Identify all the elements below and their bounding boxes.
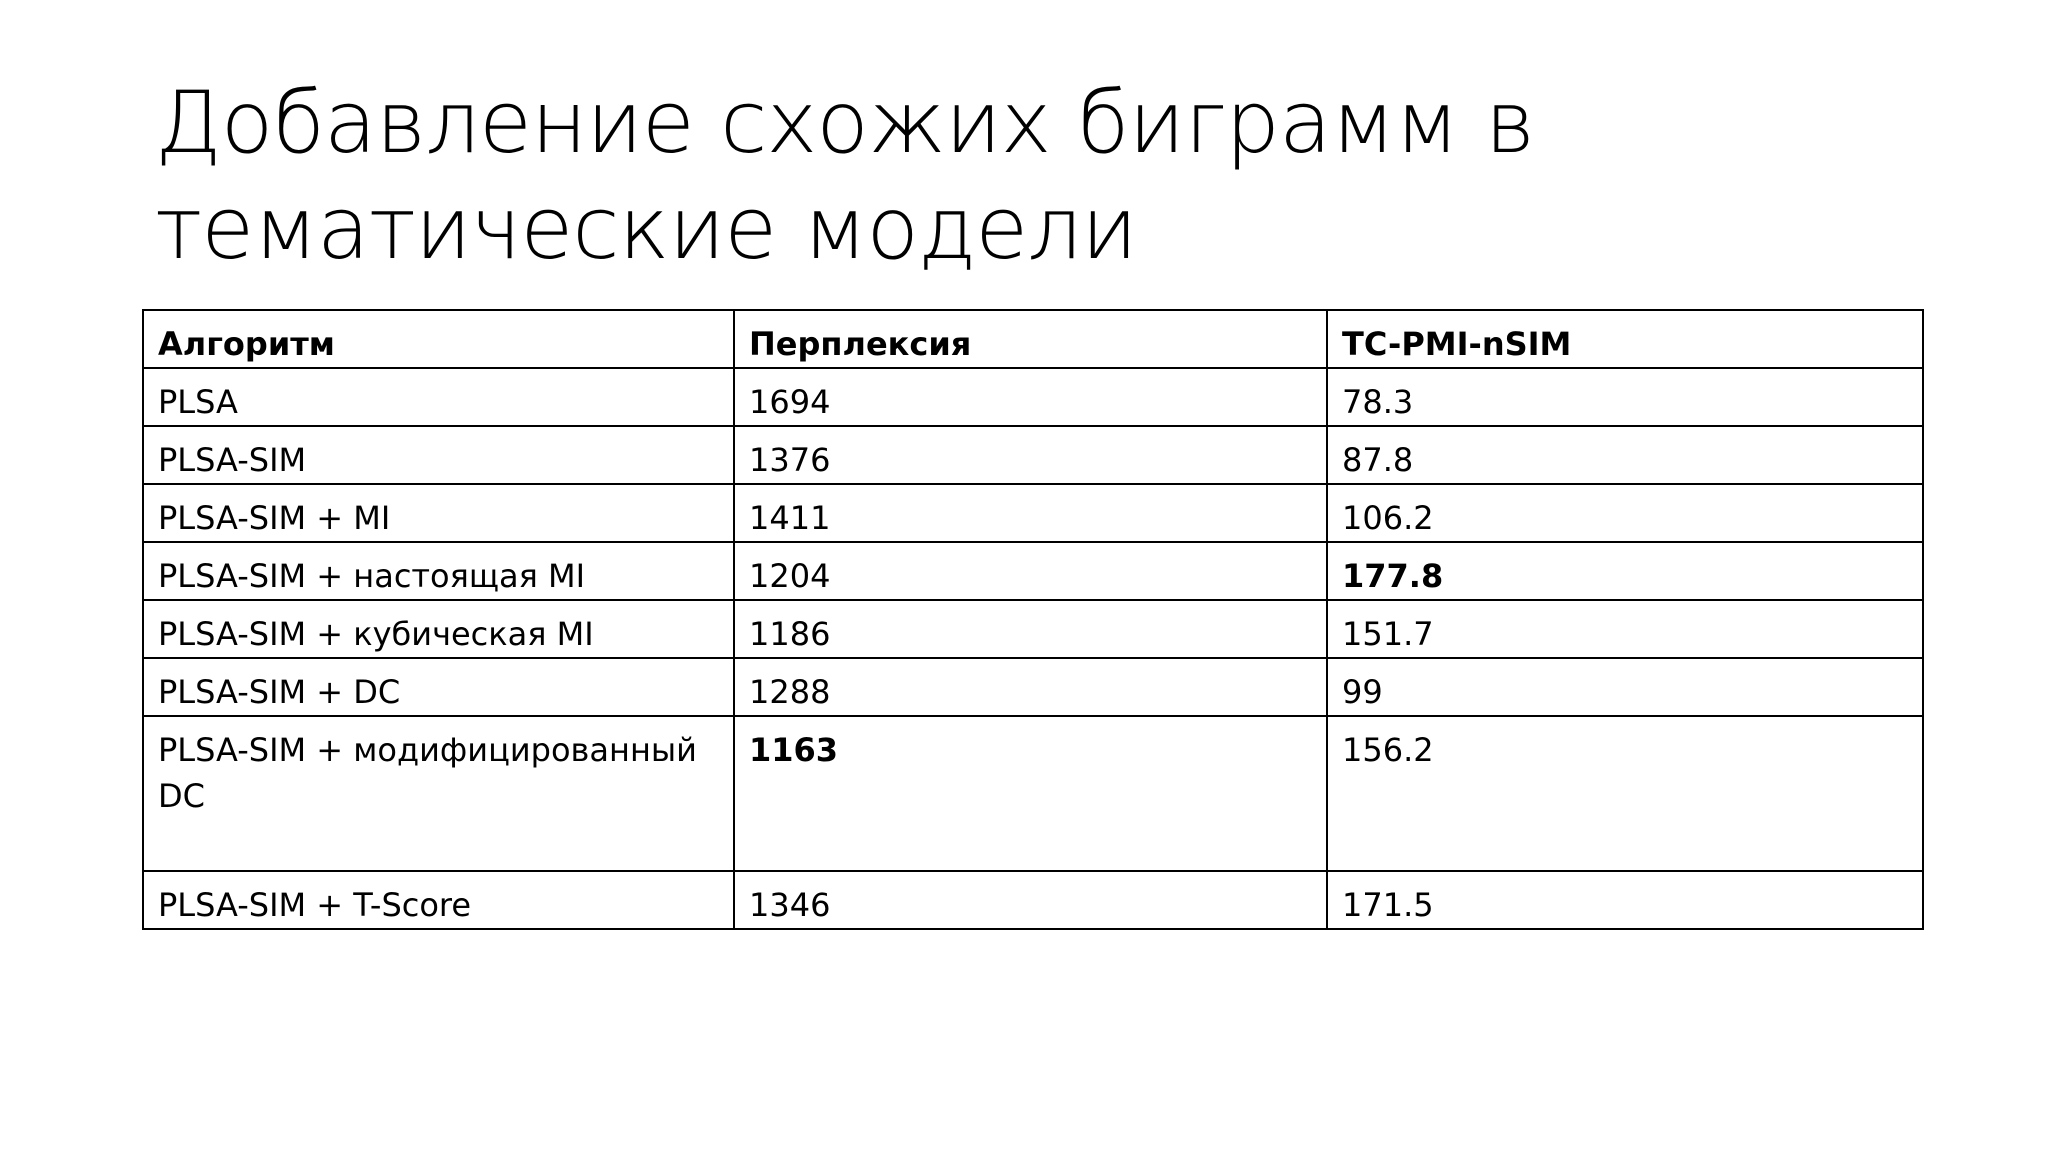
cell-perplexity: 1186 — [734, 600, 1327, 658]
slide-title — [155, 70, 1905, 282]
cell-perplexity: 1411 — [734, 484, 1327, 542]
cell-tc-pmi-nsim: 99 — [1327, 658, 1923, 716]
cell-perplexity: 1694 — [734, 368, 1327, 426]
table-row — [143, 368, 1923, 426]
table-row — [143, 871, 1923, 929]
table-header-row — [143, 310, 1923, 368]
column-header-algorithm: Алгоритм — [143, 310, 734, 368]
cell-algorithm: PLSA-SIM + T-Score — [143, 871, 734, 929]
cell-algorithm: PLSA-SIM + MI — [143, 484, 734, 542]
table-row — [143, 658, 1923, 716]
cell-algorithm: PLSA — [143, 368, 734, 426]
cell-perplexity: 1204 — [734, 542, 1327, 600]
cell-perplexity: 1346 — [734, 871, 1327, 929]
table-row — [143, 484, 1923, 542]
cell-perplexity-best: 1163 — [734, 716, 1327, 871]
cell-tc-pmi-nsim: 156.2 — [1327, 716, 1923, 871]
cell-algorithm: PLSA-SIM + DC — [143, 658, 734, 716]
cell-tc-pmi-nsim: 78.3 — [1327, 368, 1923, 426]
cell-perplexity: 1376 — [734, 426, 1327, 484]
cell-tc-pmi-nsim: 106.2 — [1327, 484, 1923, 542]
column-header-tc-pmi-nsim: TC-PMI-nSIM — [1327, 310, 1923, 368]
slide-title-line-1: Добавление схожих биграмм в — [155, 73, 1535, 173]
results-table — [142, 309, 1924, 930]
cell-tc-pmi-nsim-best: 177.8 — [1327, 542, 1923, 600]
cell-algorithm: PLSA-SIM — [143, 426, 734, 484]
cell-perplexity: 1288 — [734, 658, 1327, 716]
cell-tc-pmi-nsim: 151.7 — [1327, 600, 1923, 658]
cell-algorithm: PLSA-SIM + кубическая MI — [143, 600, 734, 658]
cell-algorithm: PLSA-SIM + настоящая MI — [143, 542, 734, 600]
cell-algorithm: PLSA-SIM + модифицированный DC — [143, 716, 734, 871]
table-row — [143, 600, 1923, 658]
table-row — [143, 716, 1923, 871]
cell-tc-pmi-nsim: 171.5 — [1327, 871, 1923, 929]
cell-tc-pmi-nsim: 87.8 — [1327, 426, 1923, 484]
column-header-perplexity: Перплексия — [734, 310, 1327, 368]
table-row — [143, 426, 1923, 484]
table-row — [143, 542, 1923, 600]
slide-title-line-2: тематические модели — [155, 179, 1137, 279]
